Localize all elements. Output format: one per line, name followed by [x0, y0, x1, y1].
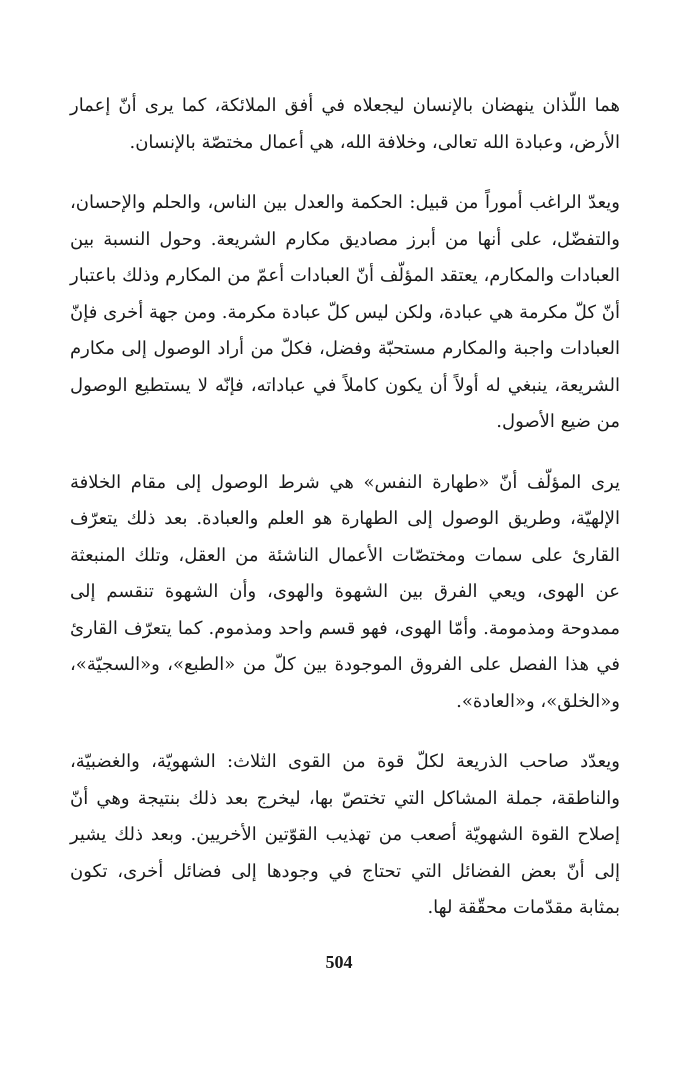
- paragraph-3: يرى المؤلّف أنّ «طهارة النفس» هي شرط الوصول إلى مقام الخلافة الإلهيّة، وطريق الوصول إلى الطهارة هو العلم والعبادة. بعد ذلك يتعرّف القارئ على سمات ومختصّات الأعمال الناشئة من العقل، وتلك المنبعثة عن الهوى، ويعي الفرق بين الشهوة والهوى، وأن الشهوة تنقسم إلى ممدوحة ومذمومة. وأمّا الهوى، فهو قسم واحد ومذموم. كما يتعرّف القارئ في هذا الفصل على الفروق الموجودة بين كلّ من «الطبع»، و«السجيّة»، و«الخلق»، و«العادة».: [70, 471, 620, 712]
- page-number: 504: [325, 952, 353, 972]
- paragraph-4: ويعدّد صاحب الذريعة لكلّ قوة من القوى الثلاث: الشهويّة، والغضبيّة، والناطقة، جملة المشاكل التي تختصّ بها، ليخرج بعد ذلك بنتيجة وهي أنّ إصلاح القوة الشهويّة أصعب من تهذيب القوّتين الأخريين. وبعد ذلك يشير إلى أنّ بعض الفضائل التي تحتاج في وجودها إلى فضائل أخرى، تكون بمثابة مقدّمات محقّقة لها.: [70, 751, 620, 918]
- paragraph-2: ويعدّ الراغب أموراً من قبيل: الحكمة والعدل بين الناس، والحلم والإحسان، والتفضّل، على أنها من أبرز مصاديق مكارم الشريعة. وحول النسبة بين العبادات والمكارم، يعتقد المؤلّف أنّ العبادات أعمّ من المكارم وذلك باعتبار أنّ كلّ مكرمة هي عبادة، ولكن ليس كلّ عبادة مكرمة. ومن جهة أخرى فإنّ العبادات واجبة والمكارم مستحبّة وفضل، فكلّ من أراد الوصول إلى مكارم الشريعة، ينبغي له أولاً أن يكون كاملاً في عباداته، فإنّه لا يستطيع الوصول من ضيع الأصول.: [70, 192, 620, 432]
- paragraph-1: هما اللّذان ينهضان بالإنسان ليجعلاه في أفق الملائكة، كما يرى أنّ إعمار الأرض، وعبادة الله تعالى، وخلافة الله، هي أعمال مختصّة بالإنسان.: [70, 95, 620, 153]
- page-text-body: [70, 88, 620, 951]
